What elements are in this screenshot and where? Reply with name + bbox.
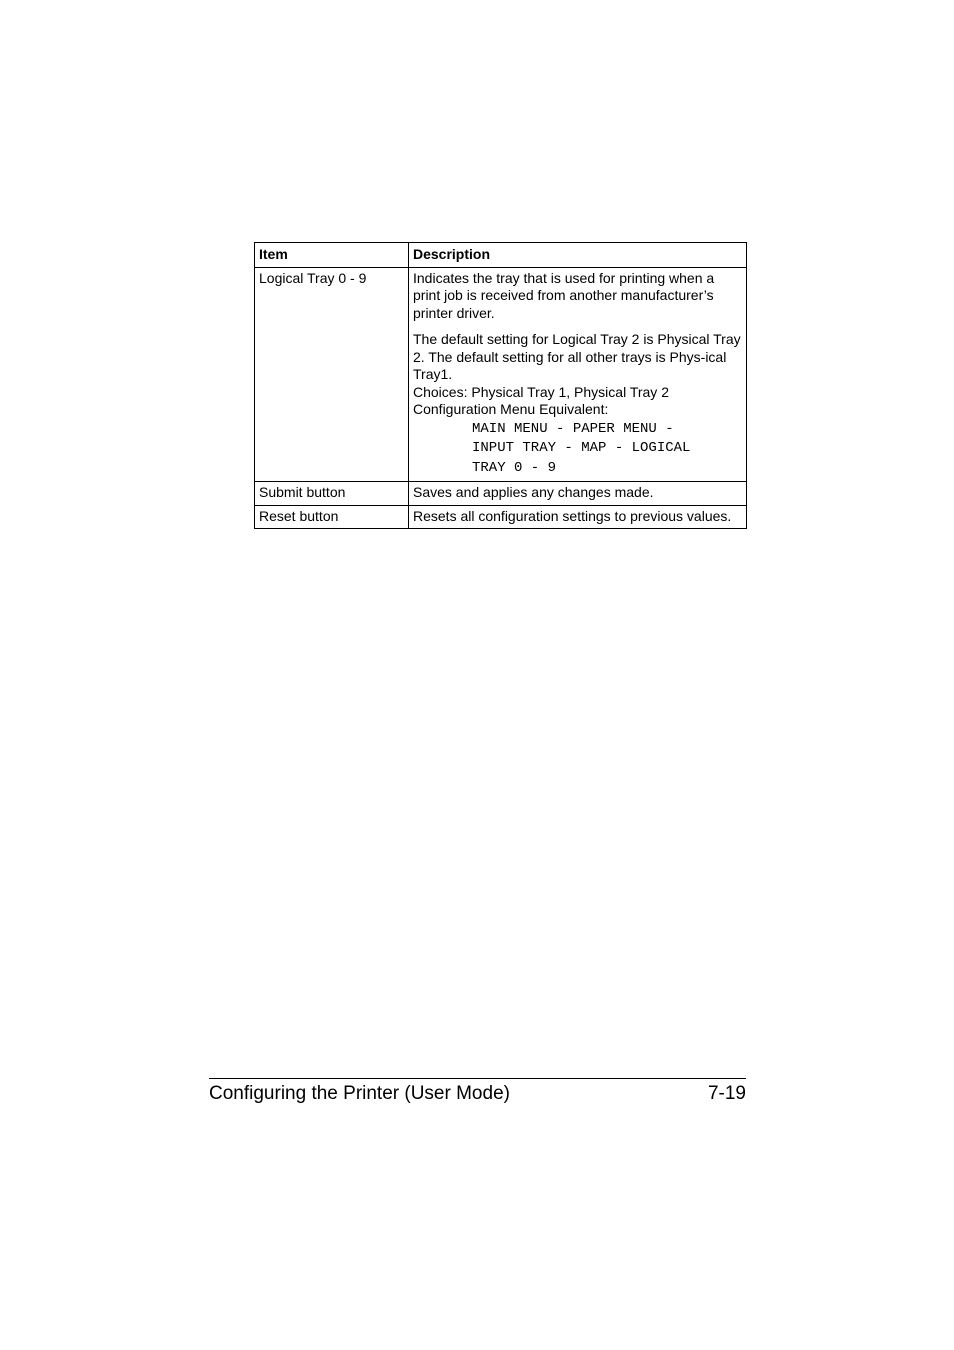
column-header-description: Description <box>409 243 747 268</box>
description-cell: Resets all configuration settings to previous values. <box>409 505 747 529</box>
description-paragraph: Configuration Menu Equivalent: <box>413 401 609 417</box>
table-row <box>255 482 747 506</box>
menu-path-line: INPUT TRAY - MAP - LOGICAL <box>472 440 691 456</box>
description-paragraph: The default setting for Logical Tray 2 is Physical Tray 2. The default setting for all other trays is Phys-ical Tray1. <box>413 331 741 382</box>
item-cell: Reset button <box>255 505 409 529</box>
menu-path-line: MAIN MENU - PAPER MENU - <box>472 420 674 437</box>
table-header-row <box>255 243 747 268</box>
table-row <box>255 505 747 529</box>
item-cell: Logical Tray 0 - 9 <box>255 267 409 482</box>
settings-table <box>254 242 747 529</box>
footer-title: Configuring the Printer (User Mode) <box>209 1083 510 1104</box>
table-row <box>255 267 747 482</box>
item-cell: Submit button <box>255 482 409 506</box>
description-cell <box>409 267 747 482</box>
description-cell: Saves and applies any changes made. <box>409 482 747 506</box>
description-paragraph: Indicates the tray that is used for printing when a print job is received from another manufacturer’s printer driver. <box>413 269 715 321</box>
menu-path-line: TRAY 0 - 9 <box>472 459 557 476</box>
footer-divider <box>209 1078 746 1079</box>
description-paragraph: Choices: Physical Tray 1, Physical Tray 2 <box>413 383 669 400</box>
page-number: 7-19 <box>707 1083 746 1104</box>
column-header-item: Item <box>255 243 409 268</box>
menu-path <box>413 420 742 479</box>
